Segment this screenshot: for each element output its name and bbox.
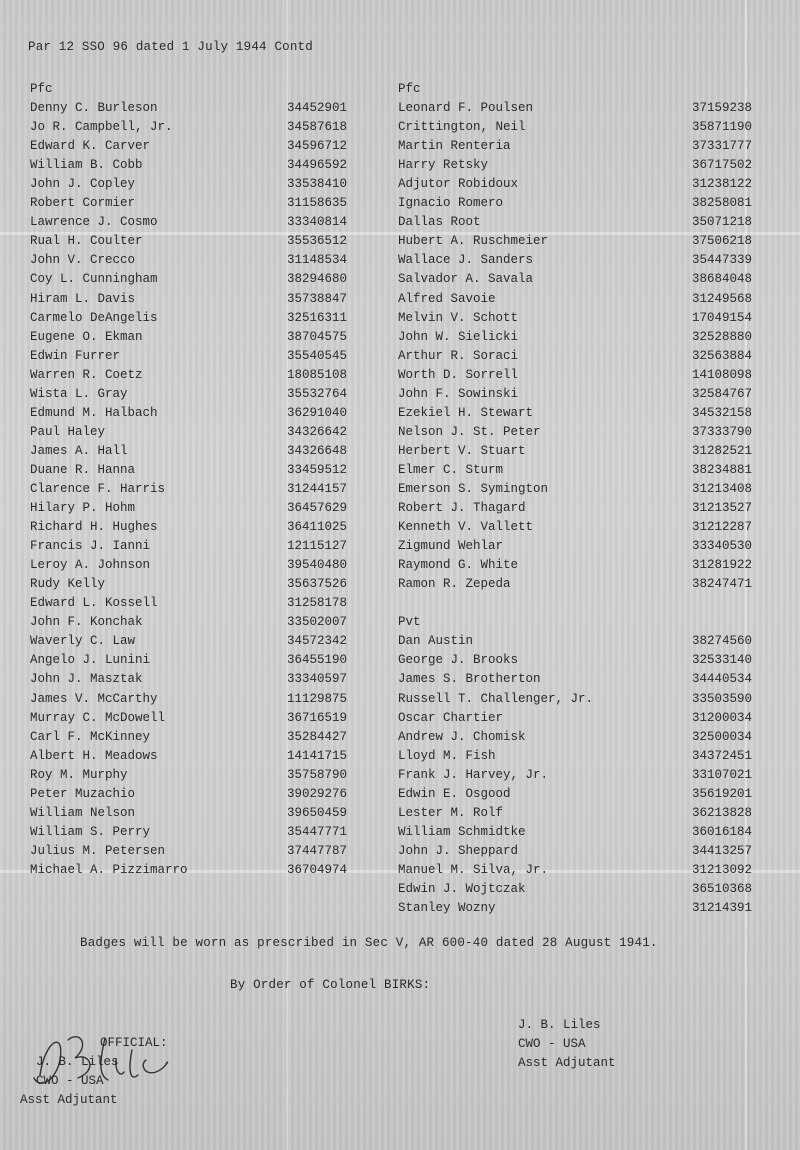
roster-name: Leroy A. Johnson bbox=[30, 558, 151, 573]
roster-name: Hubert A. Ruschmeier bbox=[398, 234, 549, 249]
signatory-name: J. B. Liles bbox=[518, 1018, 601, 1032]
roster-name: Rudy Kelly bbox=[30, 577, 106, 592]
roster-name: Edward K. Carver bbox=[30, 139, 151, 154]
serial-number: 34372451 bbox=[692, 748, 753, 763]
roster-name: John J. Copley bbox=[30, 177, 136, 192]
roster-name: Leonard F. Poulsen bbox=[398, 101, 534, 116]
order-line: By Order of Colonel BIRKS: bbox=[230, 978, 431, 992]
roster-name: William Schmidtke bbox=[398, 824, 526, 839]
serial-number: 31213092 bbox=[692, 862, 753, 877]
roster-name: Robert J. Thagard bbox=[398, 501, 526, 516]
serial-number: 33502007 bbox=[287, 615, 348, 630]
roster-name: Peter Muzachio bbox=[30, 786, 136, 801]
roster-name: Dan Austin bbox=[398, 634, 474, 649]
serial-number: 37447787 bbox=[287, 843, 348, 858]
roster-name: Nelson J. St. Peter bbox=[398, 424, 541, 439]
roster-name: George J. Brooks bbox=[398, 653, 519, 668]
roster-name: Wista L. Gray bbox=[30, 386, 128, 401]
right-section-heading: Pfc bbox=[398, 82, 421, 96]
serial-number: 14108098 bbox=[692, 367, 753, 382]
serial-number: 31213408 bbox=[692, 481, 753, 496]
serial-number: 33340597 bbox=[287, 672, 348, 687]
roster-name: Lawrence J. Cosmo bbox=[30, 215, 158, 230]
roster-name: William Nelson bbox=[30, 805, 136, 820]
roster-name: James A. Hall bbox=[30, 443, 128, 458]
roster-name: Eugene O. Ekman bbox=[30, 329, 143, 344]
roster-name: Hiram L. Davis bbox=[30, 291, 136, 306]
roster-name: Raymond G. White bbox=[398, 558, 519, 573]
serial-number: 34326642 bbox=[287, 424, 348, 439]
serial-number: 34572342 bbox=[287, 634, 348, 649]
pvt-section-heading: Pvt bbox=[398, 615, 421, 630]
roster-name: James V. McCarthy bbox=[30, 691, 158, 706]
serial-number: 34496592 bbox=[287, 158, 348, 173]
serial-number: 34440534 bbox=[692, 672, 753, 687]
roster-name: Richard H. Hughes bbox=[30, 520, 158, 535]
roster-name: Rual H. Coulter bbox=[30, 234, 143, 249]
roster-name: Frank J. Harvey, Jr. bbox=[398, 767, 549, 782]
serial-number: 17049154 bbox=[692, 310, 753, 325]
roster-name: John J. Sheppard bbox=[398, 843, 519, 858]
roster-name: Oscar Chartier bbox=[398, 710, 504, 725]
spacer bbox=[692, 80, 792, 99]
roster-name: Kenneth V. Vallett bbox=[398, 520, 534, 535]
certifier-title: Asst Adjutant bbox=[20, 1093, 118, 1107]
serial-number: 39650459 bbox=[287, 805, 348, 820]
serial-number: 35536512 bbox=[287, 234, 348, 249]
serial-number: 35284427 bbox=[287, 729, 348, 744]
serial-number: 36016184 bbox=[692, 824, 753, 839]
serial-number: 31244157 bbox=[287, 481, 348, 496]
roster-name: Crittington, Neil bbox=[398, 120, 526, 135]
roster-name: William S. Perry bbox=[30, 824, 151, 839]
spacer bbox=[287, 80, 367, 99]
serial-number: 35540545 bbox=[287, 348, 348, 363]
serial-number: 34452901 bbox=[287, 101, 348, 116]
roster-name: Emerson S. Symington bbox=[398, 481, 549, 496]
roster-name: Worth D. Sorrell bbox=[398, 367, 519, 382]
serial-number: 38258081 bbox=[692, 196, 753, 211]
badges-statement: Badges will be worn as prescribed in Sec V, AR 600-40 dated 28 August 1941. bbox=[80, 936, 658, 950]
roster-name: Edmund M. Halbach bbox=[30, 405, 158, 420]
roster-name: Edwin J. Wojtczak bbox=[398, 881, 526, 896]
serial-number: 34326648 bbox=[287, 443, 348, 458]
serial-number: 32533140 bbox=[692, 653, 753, 668]
serial-number: 34587618 bbox=[287, 120, 348, 135]
serial-number: 31148534 bbox=[287, 253, 348, 268]
serial-number: 36291040 bbox=[287, 405, 348, 420]
roster-name: Edwin E. Osgood bbox=[398, 786, 511, 801]
roster-name: Ramon R. Zepeda bbox=[398, 577, 511, 592]
serial-number: 33459512 bbox=[287, 462, 348, 477]
serial-number: 38234881 bbox=[692, 462, 753, 477]
spacer bbox=[398, 594, 698, 613]
serial-number: 36717502 bbox=[692, 158, 753, 173]
serial-number: 36457629 bbox=[287, 501, 348, 516]
serial-number: 35532764 bbox=[287, 386, 348, 401]
serial-number: 11129875 bbox=[287, 691, 348, 706]
roster-name: Manuel M. Silva, Jr. bbox=[398, 862, 549, 877]
roster-name: Duane R. Hanna bbox=[30, 462, 136, 477]
serial-number: 37331777 bbox=[692, 139, 753, 154]
roster-name: Zigmund Wehlar bbox=[398, 539, 504, 554]
roster-name: Waverly C. Law bbox=[30, 634, 136, 649]
roster-name: Angelo J. Lunini bbox=[30, 653, 151, 668]
roster-name: Elmer C. Sturm bbox=[398, 462, 504, 477]
serial-number: 35758790 bbox=[287, 767, 348, 782]
serial-number: 33107021 bbox=[692, 767, 753, 782]
serial-number: 34532158 bbox=[692, 405, 753, 420]
serial-number: 38274560 bbox=[692, 634, 753, 649]
serial-number: 37159238 bbox=[692, 101, 753, 116]
roster-name: Lester M. Rolf bbox=[398, 805, 504, 820]
serial-number: 34413257 bbox=[692, 843, 753, 858]
signatory-rank: CWO - USA bbox=[518, 1037, 586, 1051]
roster-name: Murray C. McDowell bbox=[30, 710, 166, 725]
serial-number: 35447339 bbox=[692, 253, 753, 268]
serial-number: 35738847 bbox=[287, 291, 348, 306]
roster-name: Edwin Furrer bbox=[30, 348, 121, 363]
roster-name: Wallace J. Sanders bbox=[398, 253, 534, 268]
serial-number: 18085108 bbox=[287, 367, 348, 382]
serial-number: 32500034 bbox=[692, 729, 753, 744]
roster-name: Julius M. Petersen bbox=[30, 843, 166, 858]
roster-name: John V. Crecco bbox=[30, 253, 136, 268]
serial-number: 31158635 bbox=[287, 196, 348, 211]
roster-name: John F. Konchak bbox=[30, 615, 143, 630]
serial-number: 36455190 bbox=[287, 653, 348, 668]
roster-name: Ezekiel H. Stewart bbox=[398, 405, 534, 420]
serial-number: 34596712 bbox=[287, 139, 348, 154]
roster-name: Hilary P. Hohm bbox=[30, 501, 136, 516]
serial-number: 39029276 bbox=[287, 786, 348, 801]
serial-number: 36213828 bbox=[692, 805, 753, 820]
serial-number: 31238122 bbox=[692, 177, 753, 192]
serial-number: 32528880 bbox=[692, 329, 753, 344]
roster-name: Albert H. Meadows bbox=[30, 748, 158, 763]
roster-name: Francis J. Ianni bbox=[30, 539, 151, 554]
serial-number: 32563884 bbox=[692, 348, 753, 363]
roster-name: Clarence F. Harris bbox=[30, 481, 166, 496]
serial-number: 31249568 bbox=[692, 291, 753, 306]
serial-number: 35071218 bbox=[692, 215, 753, 230]
serial-number: 32584767 bbox=[692, 386, 753, 401]
roster-name: Denny C. Burleson bbox=[30, 101, 158, 116]
left-section-heading: Pfc bbox=[30, 82, 53, 96]
roster-name: Herbert V. Stuart bbox=[398, 443, 526, 458]
roster-name: Adjutor Robidoux bbox=[398, 177, 519, 192]
serial-number: 33503590 bbox=[692, 691, 753, 706]
roster-name: Martin Renteria bbox=[398, 139, 511, 154]
signatory-title: Asst Adjutant bbox=[518, 1056, 616, 1070]
serial-number: 31200034 bbox=[692, 710, 753, 725]
roster-name: Ignacio Romero bbox=[398, 196, 504, 211]
spacer bbox=[692, 594, 792, 613]
serial-number: 39540480 bbox=[287, 558, 348, 573]
serial-number: 38684048 bbox=[692, 272, 753, 287]
serial-number: 31213527 bbox=[692, 501, 753, 516]
roster-name: Salvador A. Savala bbox=[398, 272, 534, 287]
serial-number: 35447771 bbox=[287, 824, 348, 839]
serial-number: 37506218 bbox=[692, 234, 753, 249]
serial-number: 36510368 bbox=[692, 881, 753, 896]
signature-block bbox=[518, 1016, 616, 1073]
roster-name: James S. Brotherton bbox=[398, 672, 541, 687]
serial-number: 38704575 bbox=[287, 329, 348, 344]
serial-number: 33538410 bbox=[287, 177, 348, 192]
right-name-column bbox=[398, 80, 698, 918]
roster-name: Andrew J. Chomisk bbox=[398, 729, 526, 744]
serial-number: 33340530 bbox=[692, 539, 753, 554]
serial-number: 12115127 bbox=[287, 539, 348, 554]
serial-number: 38294680 bbox=[287, 272, 348, 287]
spacer bbox=[692, 613, 792, 632]
official-label: OFFICIAL: bbox=[100, 1036, 168, 1050]
roster-name: Jo R. Campbell, Jr. bbox=[30, 120, 173, 135]
roster-name: Lloyd M. Fish bbox=[398, 748, 496, 763]
roster-name: Robert Cormier bbox=[30, 196, 136, 211]
serial-number: 33340814 bbox=[287, 215, 348, 230]
serial-number: 38247471 bbox=[692, 577, 753, 592]
roster-name: John W. Sielicki bbox=[398, 329, 519, 344]
certification-block bbox=[20, 1034, 168, 1110]
certifier-rank: CWO - USA bbox=[36, 1074, 104, 1088]
roster-name: Edward L. Kossell bbox=[30, 596, 158, 611]
roster-name: William B. Cobb bbox=[30, 158, 143, 173]
roster-name: Harry Retsky bbox=[398, 158, 489, 173]
serial-number: 32516311 bbox=[287, 310, 348, 325]
roster-name: Carmelo DeAngelis bbox=[30, 310, 158, 325]
roster-name: Alfred Savoie bbox=[398, 291, 496, 306]
roster-name: Paul Haley bbox=[30, 424, 106, 439]
roster-name: Stanley Wozny bbox=[398, 901, 496, 916]
serial-number: 35619201 bbox=[692, 786, 753, 801]
serial-number: 36716519 bbox=[287, 710, 348, 725]
serial-number: 35637526 bbox=[287, 577, 348, 592]
roster-name: Michael A. Pizzimarro bbox=[30, 862, 188, 877]
left-serial-column bbox=[287, 80, 367, 880]
roster-name: Arthur R. Soraci bbox=[398, 348, 519, 363]
serial-number: 14141715 bbox=[287, 748, 348, 763]
right-serial-column bbox=[692, 80, 792, 918]
roster-name: Warren R. Coetz bbox=[30, 367, 143, 382]
left-name-column bbox=[30, 80, 280, 880]
roster-name: Russell T. Challenger, Jr. bbox=[398, 691, 594, 706]
certifier-name: J. B. Liles bbox=[36, 1055, 119, 1069]
serial-number: 31281922 bbox=[692, 558, 753, 573]
serial-number: 37333790 bbox=[692, 424, 753, 439]
serial-number: 36704974 bbox=[287, 862, 348, 877]
serial-number: 35871190 bbox=[692, 120, 753, 135]
serial-number: 31212287 bbox=[692, 520, 753, 535]
roster-name: Dallas Root bbox=[398, 215, 481, 230]
roster-name: Carl F. McKinney bbox=[30, 729, 151, 744]
serial-number: 31214391 bbox=[692, 901, 753, 916]
serial-number: 31258178 bbox=[287, 596, 348, 611]
roster-name: Coy L. Cunningham bbox=[30, 272, 158, 287]
page-header: Par 12 SSO 96 dated 1 July 1944 Contd bbox=[28, 40, 313, 54]
roster-name: John F. Sowinski bbox=[398, 386, 519, 401]
roster-name: Melvin V. Schott bbox=[398, 310, 519, 325]
roster-name: John J. Masztak bbox=[30, 672, 143, 687]
roster-name: Roy M. Murphy bbox=[30, 767, 128, 782]
serial-number: 36411025 bbox=[287, 520, 348, 535]
serial-number: 31282521 bbox=[692, 443, 753, 458]
